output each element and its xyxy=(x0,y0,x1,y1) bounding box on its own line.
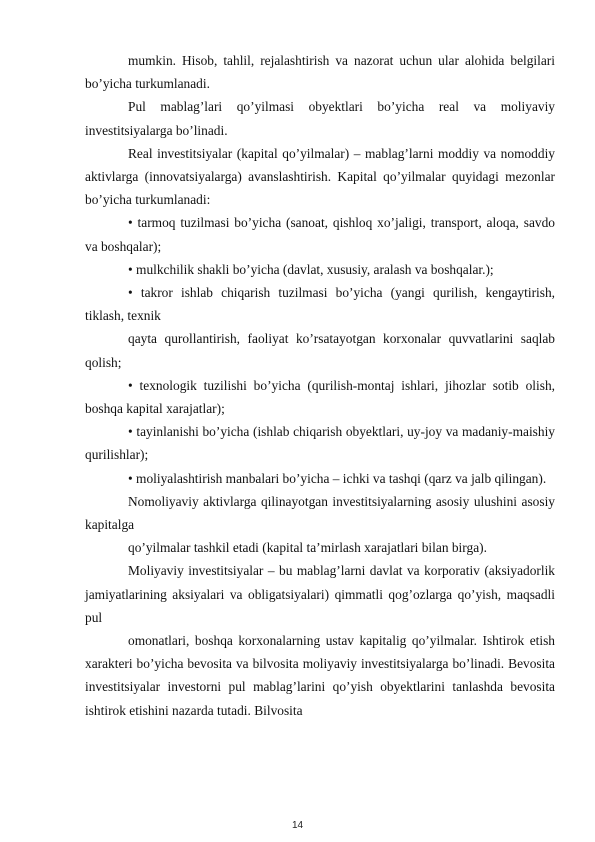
list-item: • tarmoq tuzilmasi bo’yicha (sanoat, qishloq xo’jaligi, transport, aloqa, savdo va boshqalar); xyxy=(85,215,555,254)
page-number: 14 xyxy=(291,820,304,831)
paragraph: omonatlari, boshqa korxonalarning ustav kapitalig qo’yilmalar. Ishtirok etish xarakteri bo’yicha bevosita va bilvosita moliyaviy investitsiyalarga bo’linadi. Bevosita investitsiyalar investorni pul mablag’larini qo’yish obyektlarini tanlashda bevosita ishtirok etishini nazarda tutadi. Bilvosita xyxy=(85,633,555,718)
paragraph: Pul mablag’lari qo’yilmasi obyektlari bo’yicha real va moliyaviy investitsiyalarga bo’linadi. xyxy=(85,99,555,138)
paragraph: Nomoliyaviy aktivlarga qilinayotgan investitsiyalarning asosiy ulushini asosiy kapitalga xyxy=(85,493,555,533)
list-item: • tayinlanishi bo’yicha (ishlab chiqarish obyektlari, uy-joy va madaniy-maishiy qurilishlar); xyxy=(85,424,555,463)
body-text xyxy=(85,49,555,722)
paragraph: qayta qurollantirish, faoliyat ko’rsatayotgan korxonalar quvvatlarini saqlab qolish; xyxy=(85,331,555,370)
list-item: • texnologik tuzilishi bo’yicha (qurilish-montaj ishlari, jihozlar sotib olish, boshqa kapital xarajatlar); xyxy=(85,377,555,417)
list-item: • mulkchilik shakli bo’yicha (davlat, xususiy, aralash va boshqalar.); xyxy=(128,261,494,277)
paragraph: Real investitsiyalar (kapital qo’yilmalar) – mablag’larni moddiy va nomoddiy aktivlarga (innovatsiyalarga) avanslashtirish. Kapital qo’yilmalar quyidagi mezonlar bo’yicha turkumlanadi: xyxy=(85,145,555,208)
paragraph: Moliyaviy investitsiyalar – bu mablag’larni davlat va korporativ (aksiyadorlik jamiyatlarining aksiyalari va obligatsiyalari) qimmatli qog’ozlarga qo’yish, maqsadli pul xyxy=(85,563,555,625)
list-item: • moliyalashtirish manbalari bo’yicha – ichki va tashqi (qarz va jalb qilingan). xyxy=(128,470,547,486)
paragraph: qo’yilmalar tashkil etadi (kapital ta’mirlash xarajatlari bilan birga). xyxy=(128,540,487,556)
paragraph: mumkin. Hisob, tahlil, rejalashtirish va nazorat uchun ular alohida belgilari bo’yicha turkumlanadi. xyxy=(85,53,555,92)
list-item: • takror ishlab chiqarish tuzilmasi bo’yicha (yangi qurilish, kengaytirish, tiklash, texnik xyxy=(85,285,555,324)
